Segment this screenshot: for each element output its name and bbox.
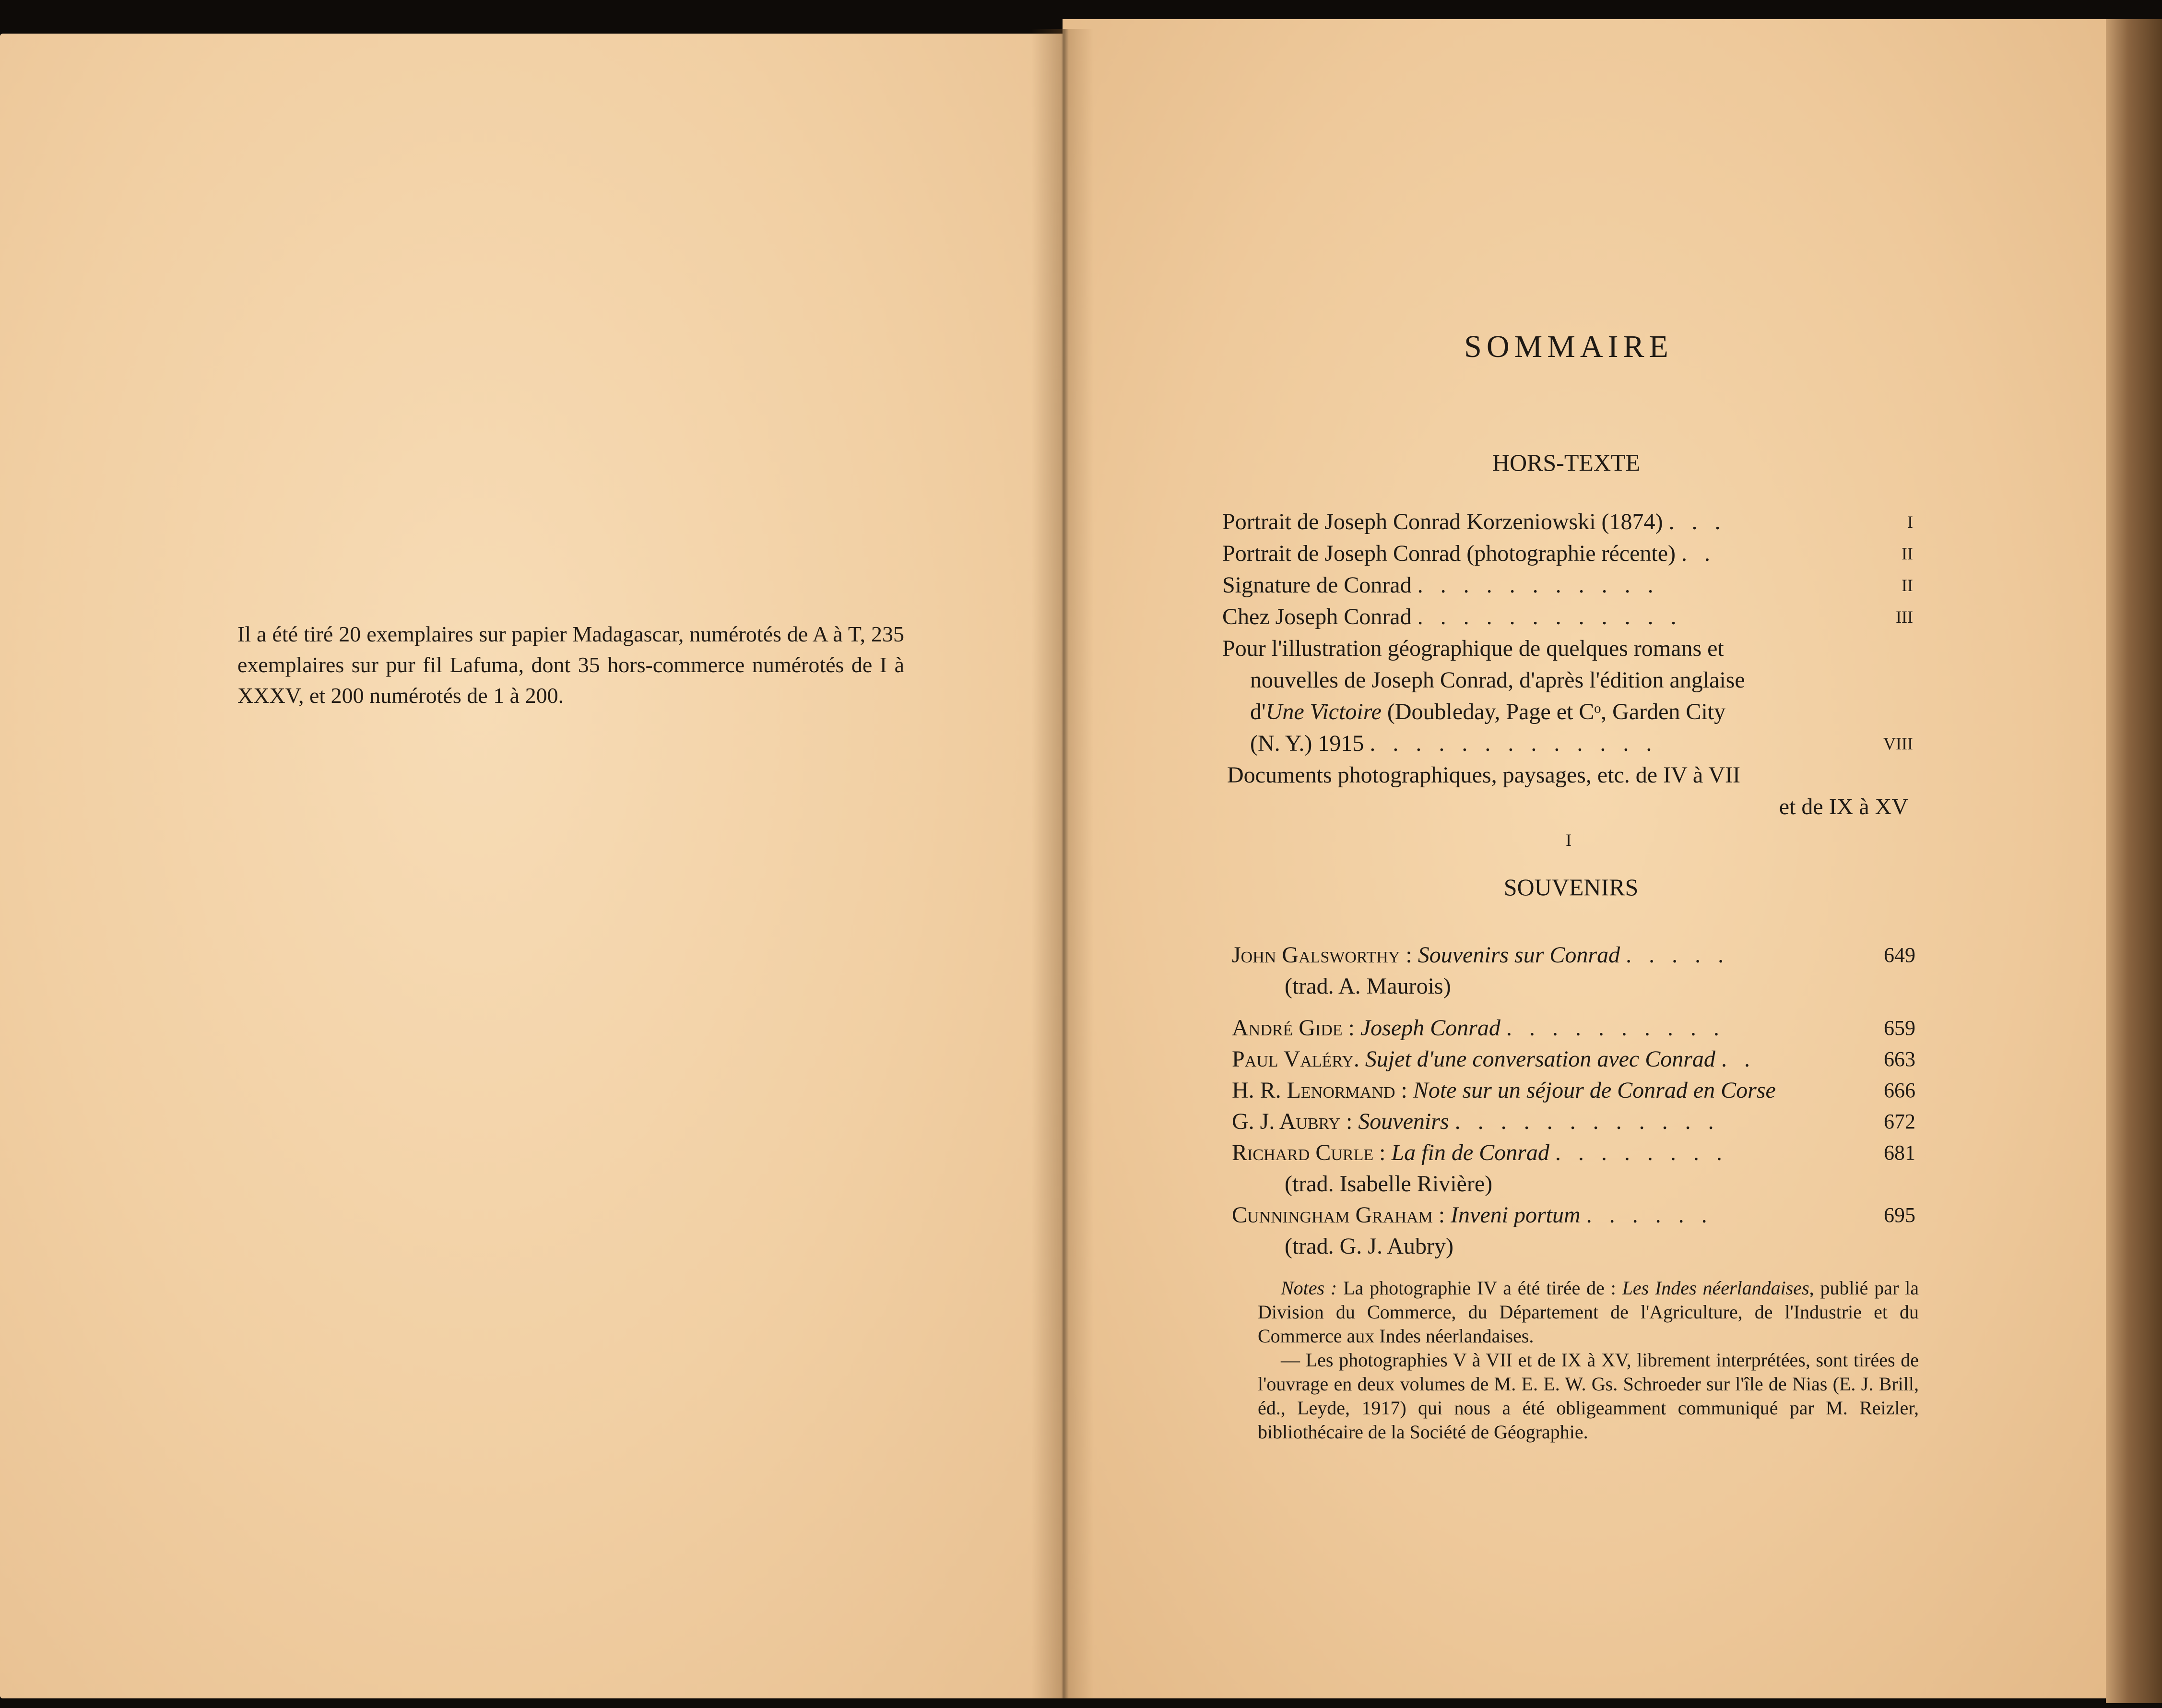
note-text: La photographie IV a été tirée de : — [1337, 1277, 1622, 1299]
author-name: G. J. Aubry — [1232, 1109, 1340, 1134]
leader-dots: . . . . . . — [1586, 1202, 1713, 1228]
entry-text: Portrait de Joseph Conrad Korzeniowski (1874) — [1222, 509, 1663, 534]
toc-entry — [1222, 569, 1913, 601]
author-name: Cunningham Graham — [1232, 1202, 1433, 1228]
entry-text: Chez Joseph Conrad — [1222, 604, 1412, 629]
toc-entry — [1232, 1012, 1915, 1044]
page-number: VIII — [1883, 734, 1913, 753]
notes-label: Notes : — [1281, 1277, 1337, 1299]
edition-note: Il a été tiré 20 exemplaires sur papier Madagascar, numérotés de A à T, 235 exemplaires sur pur fil Lafuma, dont 35 hors-commerce numérotés de I à XXXV, et 200 numérotés de 1 à 200. — [237, 622, 904, 708]
article-title: Souvenirs — [1358, 1109, 1449, 1134]
page-number: 659 — [1884, 1016, 1915, 1040]
article-title: Souvenirs sur Conrad — [1418, 942, 1620, 968]
note-text: , publié par la Division du Commerce, du Département de l'Agriculture, de l'Industrie et du Commerce aux Indes néerlandaises. — [1258, 1277, 1919, 1347]
author-name: John Galsworthy — [1232, 942, 1400, 968]
article-title: Sujet d'une conversation avec Conrad — [1365, 1046, 1715, 1072]
book-title: Les Indes néerlandaises — [1622, 1277, 1809, 1299]
entry-text-continued: et de IX à XV — [1779, 794, 1908, 819]
separator: : — [1400, 942, 1418, 968]
leader-dots: . . . . . — [1626, 942, 1730, 968]
toc-entry — [1232, 1199, 1915, 1262]
leader-dots: . . — [1681, 541, 1716, 566]
page-number: II — [1902, 544, 1913, 563]
translator: (trad. A. Maurois) — [1285, 973, 1451, 999]
separator: : — [1432, 1202, 1451, 1228]
leader-dots: . . — [1721, 1046, 1756, 1072]
page-number: 663 — [1884, 1047, 1915, 1071]
author-name: Paul Valéry — [1232, 1046, 1354, 1072]
note-paragraph: — Les photographies V à VII et de IX à XV, librement interprétées, sont tirées de l'ouvrage en deux volumes de M. E. E. W. Gs. Schroeder sur l'île de Nias (E. J. Brill, éd., Leyde, 1917) qui nous a été obligeamment communiqué par M. Reizler, bibliothécaire de la Société de Géographie. — [1258, 1349, 1919, 1443]
leader-dots: . . . . . . . . . . — [1506, 1015, 1725, 1041]
page-number: II — [1902, 576, 1913, 595]
souvenirs-list — [1232, 939, 1915, 1262]
entry-text-continued — [1222, 696, 1913, 728]
entry-text: (N. Y.) 1915 — [1250, 731, 1364, 756]
leader-dots: . . . . . . . . . . . . . — [1370, 731, 1658, 756]
page-number: 666 — [1884, 1079, 1915, 1102]
book-gutter — [1031, 29, 1094, 1698]
toc-entry — [1232, 939, 1915, 1002]
toc-entry — [1232, 1137, 1915, 1199]
toc-entry — [1232, 1044, 1915, 1075]
toc-entry — [1232, 1106, 1915, 1137]
leader-dots: . . . . . . . . . . . . — [1454, 1109, 1720, 1134]
separator: : — [1340, 1109, 1359, 1134]
page-number: 695 — [1884, 1203, 1915, 1227]
author-name: H. R. Lenormand — [1232, 1078, 1395, 1103]
toc-entry — [1232, 1075, 1915, 1106]
souvenirs-heading: SOUVENIRS — [1503, 874, 1639, 901]
translator: (trad. Isabelle Rivière) — [1285, 1171, 1493, 1197]
note-paragraph — [1258, 1276, 1919, 1348]
separator: : — [1395, 1078, 1413, 1103]
page-number: 681 — [1884, 1141, 1915, 1164]
toc-entry — [1222, 759, 1913, 823]
article-title: La fin de Conrad — [1391, 1140, 1549, 1165]
separator: : — [1373, 1140, 1392, 1165]
book-edge — [2106, 19, 2162, 1703]
toc-entry — [1222, 601, 1913, 633]
page-number: III — [1896, 607, 1913, 627]
book-title: Une Victoire — [1265, 699, 1382, 724]
author-name: Richard Curle — [1232, 1140, 1374, 1165]
page-number: 672 — [1884, 1110, 1915, 1133]
toc-entry — [1222, 538, 1913, 569]
entry-text: Documents photographiques, paysages, etc. de IV à VII — [1227, 762, 1740, 788]
leader-dots: . . . . . . . . . . . — [1417, 572, 1659, 598]
leader-dots: . . . . . . . . . . . . — [1417, 604, 1682, 629]
notes — [1258, 1276, 1919, 1444]
page-number: I — [1907, 512, 1913, 532]
right-page — [1063, 19, 2106, 1698]
article-title: Joseph Conrad — [1360, 1015, 1500, 1041]
toc-entry — [1222, 633, 1913, 759]
hors-texte-heading: HORS-TEXTE — [1492, 449, 1641, 476]
separator: : — [1342, 1015, 1360, 1041]
entry-text: Portrait de Joseph Conrad (photographie récente) — [1222, 541, 1676, 566]
entry-text: Signature de Conrad — [1222, 572, 1412, 598]
entry-text: (Doubleday, Page et Cᵒ, Garden City — [1381, 699, 1726, 724]
leader-dots: . . . . . . . . — [1555, 1140, 1728, 1165]
page-title: SOMMAIRE — [1464, 329, 1673, 364]
page-number: 649 — [1884, 943, 1915, 967]
leader-dots: . . . — [1668, 509, 1726, 534]
left-page — [0, 34, 1063, 1698]
toc-entry — [1222, 506, 1913, 538]
hors-texte-list — [1222, 506, 1913, 823]
entry-text: Pour l'illustration géographique de quelques romans et — [1222, 636, 1724, 661]
separator: . — [1353, 1046, 1365, 1072]
translator: (trad. G. J. Aubry) — [1285, 1234, 1453, 1259]
article-title: Note sur un séjour de Conrad en Corse — [1413, 1078, 1776, 1103]
entry-text-continued — [1222, 728, 1913, 759]
section-number: I — [1566, 830, 1571, 850]
author-name: André Gide — [1232, 1015, 1343, 1041]
entry-text-continued: nouvelles de Joseph Conrad, d'après l'édition anglaise — [1250, 667, 1745, 693]
article-title: Inveni portum — [1451, 1202, 1581, 1228]
entry-text: d' — [1250, 699, 1266, 724]
